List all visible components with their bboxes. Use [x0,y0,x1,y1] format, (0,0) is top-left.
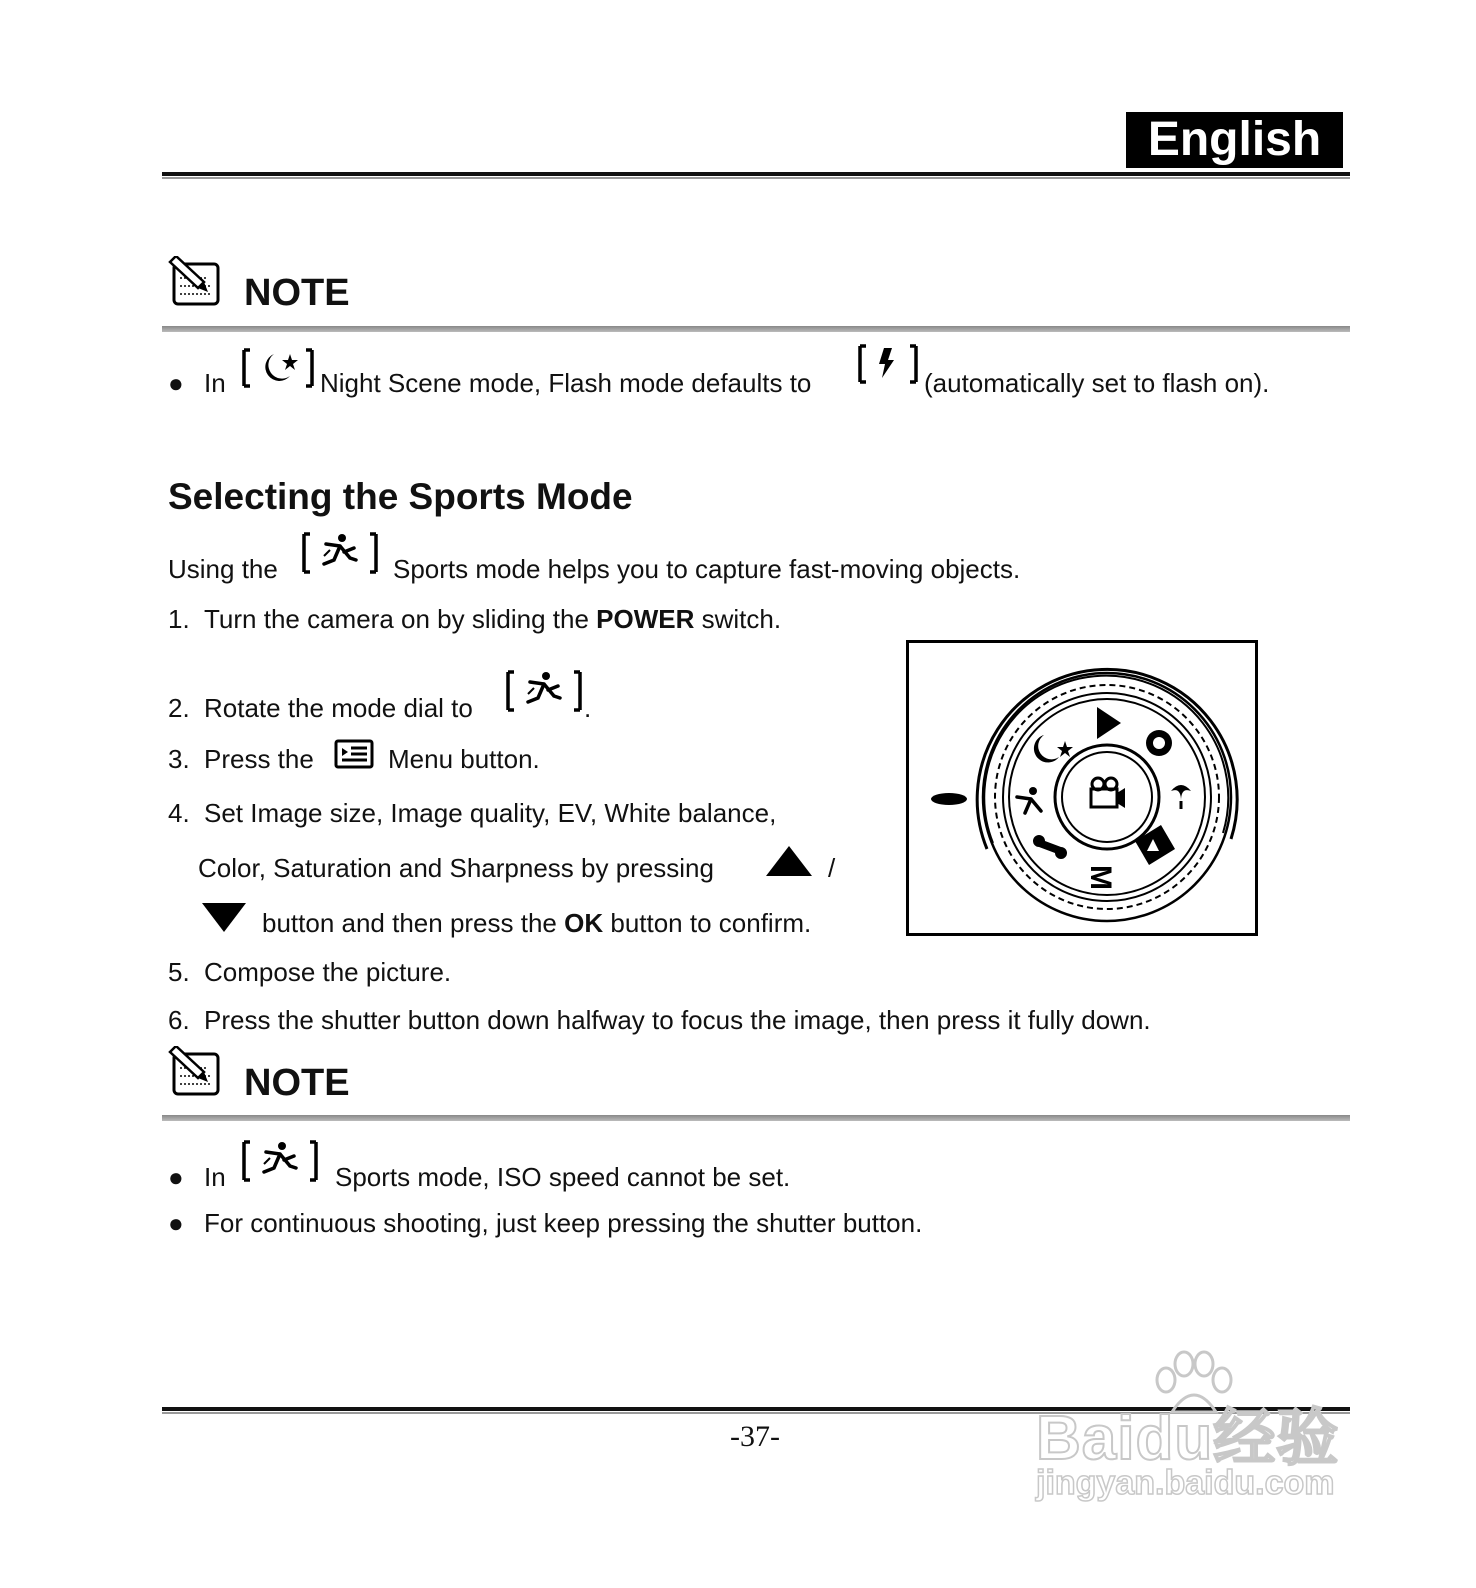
bullet-dot: ● [168,368,184,398]
step5-text: Compose the picture. [204,957,452,987]
step-number: 2. [168,693,190,723]
step3-text-a: Press the [204,744,314,774]
note-pencil-icon [168,256,222,308]
sports-mode-icon [300,530,380,578]
watermark-main: Baidu经验 [1036,1404,1340,1473]
step4-line1: Set Image size, Image quality, EV, White balance, [204,798,777,828]
note-pencil-icon [168,1046,222,1098]
step-number: 4. [168,798,190,828]
step-number: 3. [168,744,190,774]
note-heading: NOTE [244,1062,350,1104]
step4-slash: / [828,853,836,883]
note-rule [162,1115,1350,1121]
page-number: -37- [730,1420,780,1453]
night-scene-icon [240,346,316,392]
note2-bullet1-text: Sports mode, ISO speed cannot be set. [335,1162,791,1192]
step-number: 5. [168,957,190,987]
note1-text-a: Night Scene mode, Flash mode defaults to [320,368,812,398]
down-arrow-icon [200,900,248,934]
menu-button-icon [334,738,374,770]
step2-text: Rotate the mode dial to [204,693,473,723]
watermark-sub: jingyan.baidu.com [1036,1464,1335,1502]
header-rule-shadow [162,177,1350,179]
note2-bullet2-text: For continuous shooting, just keep pressing the shutter button. [204,1208,923,1238]
intro-text-b: Sports mode helps you to capture fast-moving objects. [393,554,1021,584]
step2-period: . [584,693,592,723]
intro-text-a: Using the [168,554,278,584]
note1-prefix: In [204,368,226,398]
sports-mode-icon [504,668,584,716]
mode-dial-icon [909,643,1255,933]
bullet-dot: ● [168,1208,184,1238]
bullet-dot: ● [168,1162,184,1192]
note-rule [162,326,1350,332]
section-title: Selecting the Sports Mode [168,476,633,517]
flash-on-icon [856,342,920,388]
language-badge: English [1126,112,1343,168]
note2-prefix: In [204,1162,226,1192]
step1-text: Turn the camera on by sliding the POWER switch. [204,604,782,634]
step6-text: Press the shutter button down halfway to focus the image, then press it fully down. [204,1005,1151,1035]
header-rule [162,172,1350,176]
note1-text-b: (automatically set to flash on). [924,368,1270,398]
step4-line3: button and then press the OK button to confirm. [262,908,812,938]
sports-mode-icon [240,1138,320,1186]
mode-dial-illustration [906,640,1258,936]
note-heading: NOTE [244,272,350,314]
svg-text:M: M [1084,865,1117,890]
step-number: 6. [168,1005,190,1035]
step-number: 1. [168,604,190,634]
up-arrow-icon [764,844,814,878]
step3-text-b: Menu button. [388,744,540,774]
step4-line2: Color, Saturation and Sharpness by pressing [198,853,714,883]
